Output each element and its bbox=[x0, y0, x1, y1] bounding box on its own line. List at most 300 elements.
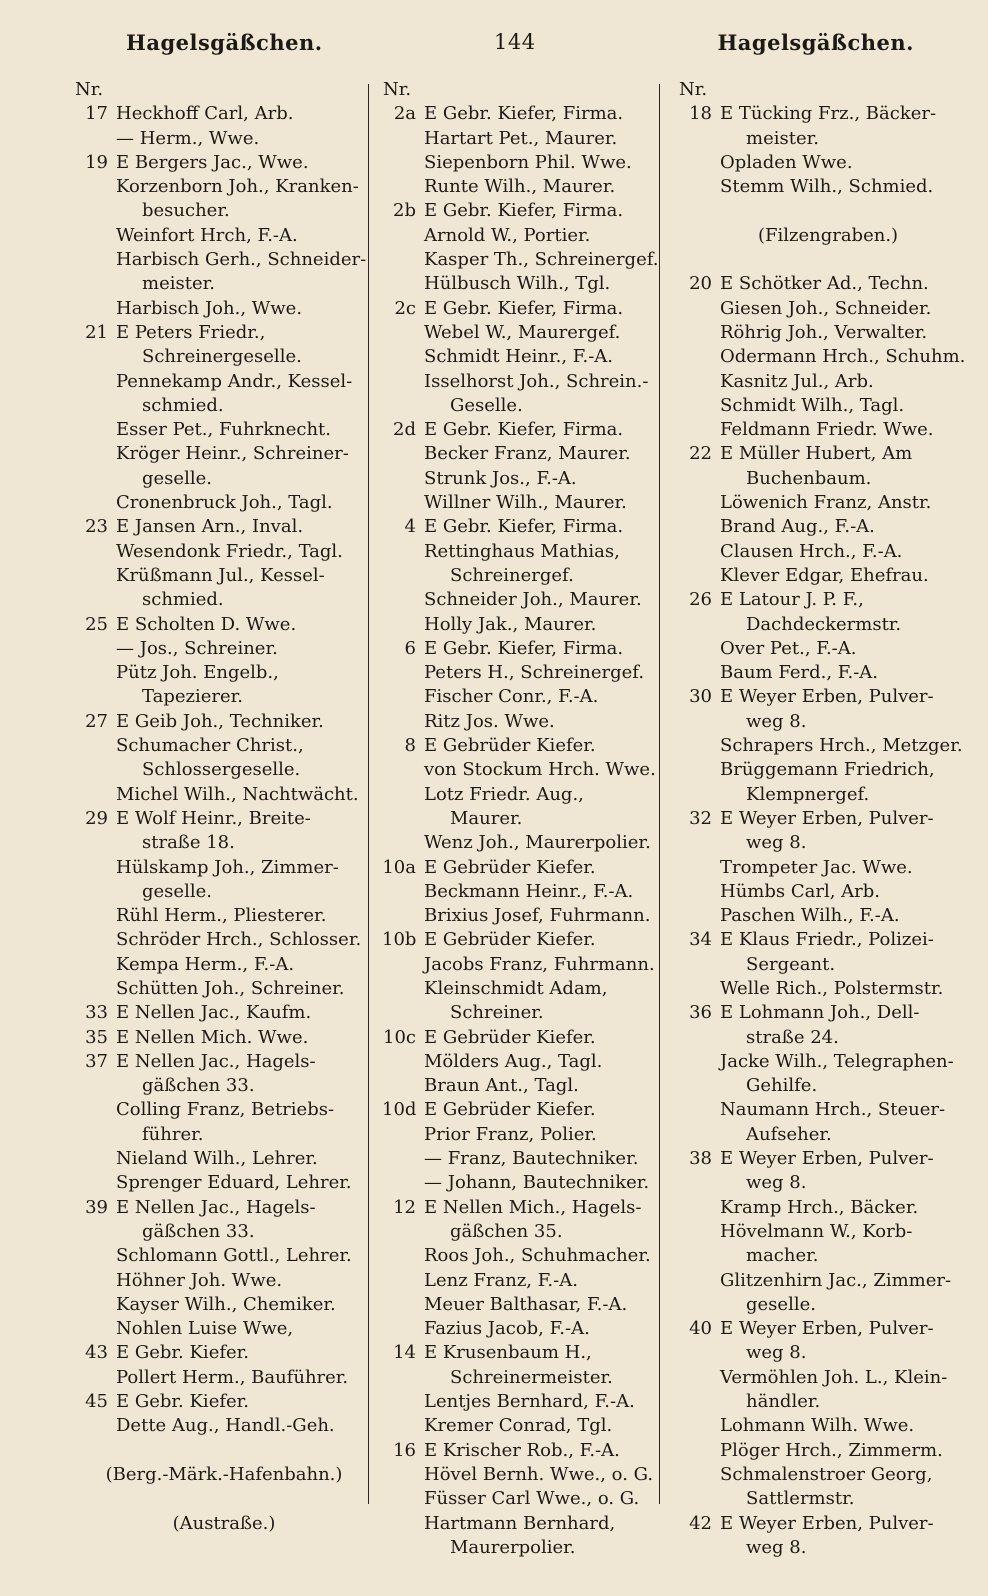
directory-entry bbox=[382, 1512, 667, 1536]
directory-entry bbox=[74, 515, 374, 539]
directory-entry bbox=[678, 199, 978, 223]
directory-entry bbox=[382, 394, 667, 418]
directory-entry bbox=[74, 904, 374, 928]
directory-entry bbox=[678, 248, 978, 272]
directory-entry bbox=[74, 467, 374, 491]
directory-entry bbox=[382, 1317, 667, 1341]
directory-entry bbox=[382, 1269, 667, 1293]
entry-text: Hartmann Bernhard, bbox=[424, 1512, 616, 1534]
entry-text: Löwenich Franz, Anstr. bbox=[720, 492, 932, 514]
directory-entry bbox=[678, 102, 978, 126]
entry-text: Welle Rich., Polstermstr. bbox=[720, 977, 944, 999]
entry-text: Schneider Joh., Maurer. bbox=[424, 589, 642, 611]
entry-text: Lenz Franz, F.-A. bbox=[424, 1269, 578, 1291]
entry-text: E Tücking Frz., Bäcker- bbox=[720, 103, 937, 125]
entry-text: Sergeant. bbox=[746, 953, 836, 975]
house-number: 22 bbox=[689, 443, 712, 465]
entry-text: Hümbs Carl, Arb. bbox=[720, 880, 880, 902]
entry-text: E Gebr. Kiefer, Firma. bbox=[424, 516, 624, 538]
directory-entry bbox=[678, 1050, 978, 1074]
entry-text: Kröger Heinr., Schreiner- bbox=[116, 443, 349, 465]
entry-text: Sattlermstr. bbox=[746, 1488, 855, 1510]
entry-text: E Müller Hubert, Am bbox=[720, 443, 913, 465]
directory-entry bbox=[678, 904, 978, 928]
entry-text: Plöger Hrch., Zimmerm. bbox=[720, 1439, 943, 1461]
directory-entry bbox=[74, 370, 374, 394]
directory-entry bbox=[74, 345, 374, 369]
street-heading bbox=[678, 224, 978, 248]
entry-text: Wesendonk Friedr., Tagl. bbox=[116, 540, 343, 562]
entry-text: Korzenborn Joh., Kranken- bbox=[116, 176, 359, 198]
directory-entry bbox=[678, 540, 978, 564]
house-number: 2c bbox=[394, 297, 416, 319]
entry-text: Ritz Jos. Wwe. bbox=[424, 710, 555, 732]
directory-entry bbox=[678, 783, 978, 807]
directory-entry bbox=[678, 880, 978, 904]
directory-entry bbox=[74, 710, 374, 734]
entry-text: Brüggemann Friedrich, bbox=[720, 759, 935, 781]
directory-entry bbox=[382, 370, 667, 394]
house-number: 17 bbox=[85, 103, 108, 125]
entry-text: Hülskamp Joh., Zimmer- bbox=[116, 856, 339, 878]
directory-entry bbox=[678, 127, 978, 151]
street-heading-text: (Berg.-Märk.-Hafenbahn.) bbox=[105, 1463, 343, 1485]
entry-text: Maurerpolier. bbox=[450, 1536, 576, 1558]
directory-entry bbox=[382, 1463, 667, 1487]
house-number: 27 bbox=[85, 710, 108, 732]
entry-text: E Weyer Erben, Pulver- bbox=[720, 1148, 934, 1170]
column-1 bbox=[74, 78, 374, 1536]
entry-text: Kasnitz Jul., Arb. bbox=[720, 370, 874, 392]
entry-text: Trompeter Jac. Wwe. bbox=[720, 856, 913, 878]
entry-text: Jacke Wilh., Telegraphen- bbox=[720, 1050, 954, 1072]
column-nr-label: Nr. bbox=[383, 79, 412, 100]
entry-text: E Bergers Jac., Wwe. bbox=[116, 151, 309, 173]
directory-entry bbox=[382, 904, 667, 928]
entry-text: gäßchen 33. bbox=[142, 1075, 255, 1097]
entry-text: Schmidt Heinr., F.-A. bbox=[424, 346, 614, 368]
entry-text: Wenz Joh., Maurerpolier. bbox=[424, 832, 651, 854]
directory-entry bbox=[382, 102, 667, 126]
entry-text: Vermöhlen Joh. L., Klein- bbox=[720, 1366, 948, 1388]
entry-text: weg 8. bbox=[746, 1536, 807, 1558]
directory-entry bbox=[74, 1366, 374, 1390]
directory-entry bbox=[678, 1026, 978, 1050]
directory-entry bbox=[74, 1001, 374, 1025]
entry-text: Schütten Joh., Schreiner. bbox=[116, 977, 345, 999]
entry-text: Esser Pet., Fuhrknecht. bbox=[116, 419, 332, 441]
house-number: 26 bbox=[689, 589, 712, 611]
directory-entry bbox=[74, 758, 374, 782]
directory-entry bbox=[382, 661, 667, 685]
street-heading bbox=[74, 1512, 374, 1536]
entry-text: Stemm Wilh., Schmied. bbox=[720, 176, 934, 198]
directory-entry bbox=[678, 953, 978, 977]
directory-entry bbox=[74, 297, 374, 321]
entry-text: Over Pet., F.-A. bbox=[720, 637, 857, 659]
directory-entry bbox=[382, 127, 667, 151]
entry-text: E Gebrüder Kiefer. bbox=[424, 1026, 596, 1048]
entry-text: Naumann Hrch., Steuer- bbox=[720, 1099, 946, 1121]
entry-text: Strunk Jos., F.-A. bbox=[424, 467, 577, 489]
entry-text: E Schötker Ad., Techn. bbox=[720, 273, 929, 295]
directory-entry bbox=[74, 1317, 374, 1341]
entry-text: Pennekamp Andr., Kessel- bbox=[116, 370, 353, 392]
directory-entry bbox=[382, 515, 667, 539]
entry-text: Feldmann Friedr. Wwe. bbox=[720, 419, 934, 441]
entry-text: E Gebrüder Kiefer. bbox=[424, 856, 596, 878]
entry-text: Arnold W., Portier. bbox=[424, 224, 591, 246]
directory-entry bbox=[382, 1098, 667, 1122]
directory-entry bbox=[74, 394, 374, 418]
directory-entry bbox=[678, 1487, 978, 1511]
house-number: 45 bbox=[85, 1391, 108, 1413]
directory-entry bbox=[678, 685, 978, 709]
entry-text: Runte Wilh., Maurer. bbox=[424, 176, 616, 198]
directory-entry bbox=[74, 977, 374, 1001]
entry-text: E Gebr. Kiefer, Firma. bbox=[424, 419, 624, 441]
directory-entry bbox=[74, 151, 374, 175]
entry-text: Schlomann Gottl., Lehrer. bbox=[116, 1245, 352, 1267]
directory-entry bbox=[678, 491, 978, 515]
directory-entry bbox=[678, 1341, 978, 1365]
entry-text: schmied. bbox=[142, 394, 224, 416]
house-number: 12 bbox=[393, 1196, 416, 1218]
directory-entry bbox=[74, 1390, 374, 1414]
directory-entry bbox=[382, 175, 667, 199]
directory-entry bbox=[74, 661, 374, 685]
house-number: 18 bbox=[689, 103, 712, 125]
entry-text: Glitzenhirn Jac., Zimmer- bbox=[720, 1269, 952, 1291]
directory-entry bbox=[74, 418, 374, 442]
directory-entry bbox=[678, 1001, 978, 1025]
entry-text: Hövelmann W., Korb- bbox=[720, 1220, 913, 1242]
directory-entry bbox=[678, 613, 978, 637]
directory-entry bbox=[382, 321, 667, 345]
directory-entry bbox=[382, 151, 667, 175]
house-number: 10c bbox=[383, 1026, 416, 1048]
directory-entry bbox=[74, 831, 374, 855]
house-number: 10a bbox=[382, 856, 416, 878]
directory-entry bbox=[678, 661, 978, 685]
entry-text: Nieland Wilh., Lehrer. bbox=[116, 1148, 318, 1170]
house-number: 33 bbox=[85, 1002, 108, 1024]
directory-entry bbox=[382, 564, 667, 588]
entry-text: Sprenger Eduard, Lehrer. bbox=[116, 1172, 352, 1194]
entry-text: E Gebr. Kiefer, Firma. bbox=[424, 297, 624, 319]
entry-text: Willner Wilh., Maurer. bbox=[424, 492, 627, 514]
entry-text: Kayser Wilh., Chemiker. bbox=[116, 1293, 336, 1315]
house-number: 25 bbox=[85, 613, 108, 635]
directory-entry bbox=[678, 564, 978, 588]
entry-text: Hülbusch Wilh., Tgl. bbox=[424, 273, 611, 295]
house-number: 20 bbox=[689, 273, 712, 295]
directory-entry bbox=[678, 1196, 978, 1220]
directory-entry bbox=[678, 1439, 978, 1463]
directory-entry bbox=[678, 588, 978, 612]
house-number: 6 bbox=[404, 637, 416, 659]
directory-entry bbox=[382, 977, 667, 1001]
directory-entry bbox=[74, 199, 374, 223]
directory-entry bbox=[678, 1074, 978, 1098]
house-number: 37 bbox=[85, 1050, 108, 1072]
directory-entry bbox=[382, 1220, 667, 1244]
column-2 bbox=[382, 78, 667, 1560]
directory-entry bbox=[74, 1147, 374, 1171]
entry-text: Braun Ant., Tagl. bbox=[424, 1075, 579, 1097]
entry-text: E Weyer Erben, Pulver- bbox=[720, 807, 934, 829]
directory-entry bbox=[74, 783, 374, 807]
directory-entry bbox=[74, 1414, 374, 1438]
entry-text: Kremer Conrad, Tgl. bbox=[424, 1415, 613, 1437]
entry-text: E Nellen Jac., Hagels- bbox=[116, 1196, 316, 1218]
directory-entry bbox=[382, 199, 667, 223]
directory-entry bbox=[74, 1220, 374, 1244]
entry-text: E Jansen Arn., Inval. bbox=[116, 516, 304, 538]
directory-entry bbox=[678, 1147, 978, 1171]
directory-entry bbox=[678, 856, 978, 880]
directory-entry bbox=[382, 1293, 667, 1317]
entry-text: E Gebr. Kiefer, Firma. bbox=[424, 200, 624, 222]
entry-text: E Latour J. P. F., bbox=[720, 589, 864, 611]
column-nr-label: Nr. bbox=[679, 79, 708, 100]
directory-entry bbox=[74, 1098, 374, 1122]
directory-entry bbox=[74, 1293, 374, 1317]
entry-text: E Gebrüder Kiefer. bbox=[424, 929, 596, 951]
entry-text: Giesen Joh., Schneider. bbox=[720, 297, 932, 319]
house-number: 35 bbox=[85, 1026, 108, 1048]
directory-entry bbox=[382, 1487, 667, 1511]
directory-entry bbox=[74, 102, 374, 126]
directory-entry bbox=[74, 442, 374, 466]
entry-text: Jacobs Franz, Fuhrmann. bbox=[424, 953, 655, 975]
entry-text: — Jos., Schreiner. bbox=[116, 637, 278, 659]
directory-entry bbox=[74, 175, 374, 199]
entry-text: führer. bbox=[142, 1123, 204, 1145]
directory-entry bbox=[74, 1244, 374, 1268]
directory-entry bbox=[382, 1341, 667, 1365]
entry-text: Holly Jak., Maurer. bbox=[424, 613, 597, 635]
entry-text: Michel Wilh., Nachtwächt. bbox=[116, 783, 359, 805]
directory-entry bbox=[74, 637, 374, 661]
directory-entry bbox=[678, 175, 978, 199]
directory-entry bbox=[678, 297, 978, 321]
entry-text: E Scholten D. Wwe. bbox=[116, 613, 297, 635]
header-left-title: Hagelsgäßchen. bbox=[126, 30, 323, 55]
directory-entry bbox=[678, 928, 978, 952]
directory-entry bbox=[382, 588, 667, 612]
directory-entry bbox=[678, 515, 978, 539]
directory-entry bbox=[678, 1390, 978, 1414]
directory-entry bbox=[382, 880, 667, 904]
house-number: 40 bbox=[689, 1318, 712, 1340]
directory-entry bbox=[382, 467, 667, 491]
directory-entry bbox=[382, 297, 667, 321]
page-header bbox=[0, 30, 988, 64]
entry-text: Hartart Pet., Maurer. bbox=[424, 127, 618, 149]
entry-text: Roos Joh., Schuhmacher. bbox=[424, 1245, 651, 1267]
directory-entry bbox=[678, 1366, 978, 1390]
entry-text: Lohmann Wilh. Wwe. bbox=[720, 1415, 915, 1437]
directory-entry bbox=[74, 127, 374, 151]
directory-entry bbox=[382, 758, 667, 782]
directory-entry bbox=[74, 321, 374, 345]
entry-text: E Geib Joh., Techniker. bbox=[116, 710, 324, 732]
entry-text: Heckhoff Carl, Arb. bbox=[116, 103, 294, 125]
entry-text: Schreinergeselle. bbox=[142, 346, 302, 368]
entry-text: E Weyer Erben, Pulver- bbox=[720, 1318, 934, 1340]
entry-text: Kempa Herm., F.-A. bbox=[116, 953, 295, 975]
entry-text: Schröder Hrch., Schlosser. bbox=[116, 929, 362, 951]
directory-entry bbox=[678, 1269, 978, 1293]
entry-text: Schreiner. bbox=[450, 1002, 544, 1024]
entry-text: Mölders Aug., Tagl. bbox=[424, 1050, 603, 1072]
entry-text: E Krischer Rob., F.-A. bbox=[424, 1439, 620, 1461]
house-number: 32 bbox=[689, 807, 712, 829]
directory-entry bbox=[678, 1293, 978, 1317]
directory-entry bbox=[74, 928, 374, 952]
directory-entry bbox=[678, 1171, 978, 1195]
directory-entry bbox=[74, 248, 374, 272]
street-heading bbox=[74, 1463, 374, 1487]
house-number: 34 bbox=[689, 929, 712, 951]
entry-text: Fischer Conr., F.-A. bbox=[424, 686, 599, 708]
directory-entry bbox=[74, 734, 374, 758]
directory-entry bbox=[678, 710, 978, 734]
entry-text: E Krusenbaum H., bbox=[424, 1342, 592, 1364]
entry-text: Becker Franz, Maurer. bbox=[424, 443, 631, 465]
entry-text: geselle. bbox=[142, 467, 212, 489]
directory-entry bbox=[382, 442, 667, 466]
directory-entry bbox=[382, 1123, 667, 1147]
entry-text: E Nellen Mich., Hagels- bbox=[424, 1196, 642, 1218]
entry-text: Schmalenstroer Georg, bbox=[720, 1463, 933, 1485]
street-heading-text: (Austraße.) bbox=[172, 1512, 276, 1534]
directory-entry bbox=[74, 491, 374, 515]
directory-entry bbox=[678, 467, 978, 491]
directory-entry bbox=[74, 1123, 374, 1147]
entry-text: Weinfort Hrch, F.-A. bbox=[116, 224, 298, 246]
house-number: 2a bbox=[393, 103, 416, 125]
entry-text: Colling Franz, Betriebs- bbox=[116, 1099, 335, 1121]
entry-text: Fazius Jacob, F.-A. bbox=[424, 1318, 590, 1340]
directory-entry bbox=[382, 734, 667, 758]
directory-entry bbox=[382, 856, 667, 880]
directory-entry bbox=[382, 637, 667, 661]
entry-text: E Nellen Jac., Hagels- bbox=[116, 1050, 316, 1072]
house-number: 23 bbox=[85, 516, 108, 538]
entry-text: weg 8. bbox=[746, 832, 807, 854]
entry-text: — Franz, Bautechniker. bbox=[424, 1148, 639, 1170]
directory-entry bbox=[382, 831, 667, 855]
entry-text: E Wolf Heinr., Breite- bbox=[116, 807, 311, 829]
entry-text: geselle. bbox=[746, 1293, 816, 1315]
directory-entry bbox=[382, 1366, 667, 1390]
directory-entry bbox=[74, 1487, 374, 1511]
directory-entry bbox=[74, 588, 374, 612]
entry-text: Harbisch Joh., Wwe. bbox=[116, 297, 303, 319]
directory-entry bbox=[382, 1390, 667, 1414]
house-number: 4 bbox=[404, 516, 416, 538]
entry-text: Schlossergeselle. bbox=[142, 759, 301, 781]
entry-text: Kramp Hrch., Bäcker. bbox=[720, 1196, 919, 1218]
column-3 bbox=[678, 78, 978, 1560]
entry-text: Schreinergef. bbox=[450, 564, 574, 586]
directory-entry bbox=[74, 685, 374, 709]
entry-text: E Lohmann Joh., Dell- bbox=[720, 1002, 920, 1024]
directory-entry bbox=[74, 1026, 374, 1050]
entry-text: Siepenborn Phil. Wwe. bbox=[424, 151, 632, 173]
directory-entry bbox=[678, 807, 978, 831]
house-number: 39 bbox=[85, 1196, 108, 1218]
house-number: 14 bbox=[393, 1342, 416, 1364]
entry-text: Beckmann Heinr., F.-A. bbox=[424, 880, 634, 902]
directory-entry bbox=[74, 564, 374, 588]
entry-text: Schrapers Hrch., Metzger. bbox=[720, 735, 963, 757]
entry-text: straße 18. bbox=[142, 832, 235, 854]
entry-text: Rettinghaus Mathias, bbox=[424, 540, 620, 562]
directory-entry bbox=[382, 1439, 667, 1463]
entry-text: Clausen Hrch., F.-A. bbox=[720, 540, 903, 562]
directory-entry bbox=[678, 272, 978, 296]
entry-text: Odermann Hrch., Schuhm. bbox=[720, 346, 966, 368]
directory-entry bbox=[678, 758, 978, 782]
entry-text: straße 24. bbox=[746, 1026, 839, 1048]
directory-entry bbox=[678, 370, 978, 394]
entry-text: händler. bbox=[746, 1391, 821, 1413]
house-number: 8 bbox=[404, 735, 416, 757]
directory-entry bbox=[74, 953, 374, 977]
directory-entry bbox=[678, 1244, 978, 1268]
entry-text: Nohlen Luise Wwe, bbox=[116, 1318, 294, 1340]
entry-text: Klempnergef. bbox=[746, 783, 870, 805]
directory-entry bbox=[678, 1512, 978, 1536]
entry-text: Dachdeckermstr. bbox=[746, 613, 902, 635]
entry-text: E Gebrüder Kiefer. bbox=[424, 1099, 596, 1121]
directory-entry bbox=[382, 248, 667, 272]
directory-entry bbox=[382, 540, 667, 564]
entry-text: Pütz Joh. Engelb., bbox=[116, 662, 279, 684]
entry-text: E Weyer Erben, Pulver- bbox=[720, 686, 934, 708]
entry-text: Lentjes Bernhard, F.-A. bbox=[424, 1391, 635, 1413]
directory-entry bbox=[382, 1026, 667, 1050]
house-number: 10d bbox=[382, 1099, 417, 1121]
header-right-title: Hagelsgäßchen. bbox=[717, 30, 914, 55]
house-number: 29 bbox=[85, 807, 108, 829]
entry-text: Schmidt Wilh., Tagl. bbox=[720, 394, 905, 416]
entry-text: E Nellen Mich. Wwe. bbox=[116, 1026, 309, 1048]
directory-entry bbox=[74, 224, 374, 248]
directory-entry bbox=[678, 1463, 978, 1487]
house-number: 21 bbox=[85, 321, 108, 343]
directory-entry bbox=[74, 856, 374, 880]
entry-text: weg 8. bbox=[746, 1172, 807, 1194]
directory-entry bbox=[74, 1074, 374, 1098]
entry-text: E Weyer Erben, Pulver- bbox=[720, 1512, 934, 1534]
directory-entry bbox=[382, 1244, 667, 1268]
directory-entry bbox=[382, 928, 667, 952]
directory-entry bbox=[678, 151, 978, 175]
entry-text: weg 8. bbox=[746, 710, 807, 732]
entry-text: Pollert Herm., Bauführer. bbox=[116, 1366, 349, 1388]
directory-entry bbox=[678, 1536, 978, 1560]
directory-entry bbox=[382, 418, 667, 442]
directory-entry bbox=[74, 1050, 374, 1074]
directory-entry bbox=[74, 1341, 374, 1365]
entry-text: Röhrig Joh., Verwalter. bbox=[720, 321, 928, 343]
entry-text: Prior Franz, Polier. bbox=[424, 1123, 597, 1145]
entry-text: Baum Ferd., F.-A. bbox=[720, 662, 879, 684]
